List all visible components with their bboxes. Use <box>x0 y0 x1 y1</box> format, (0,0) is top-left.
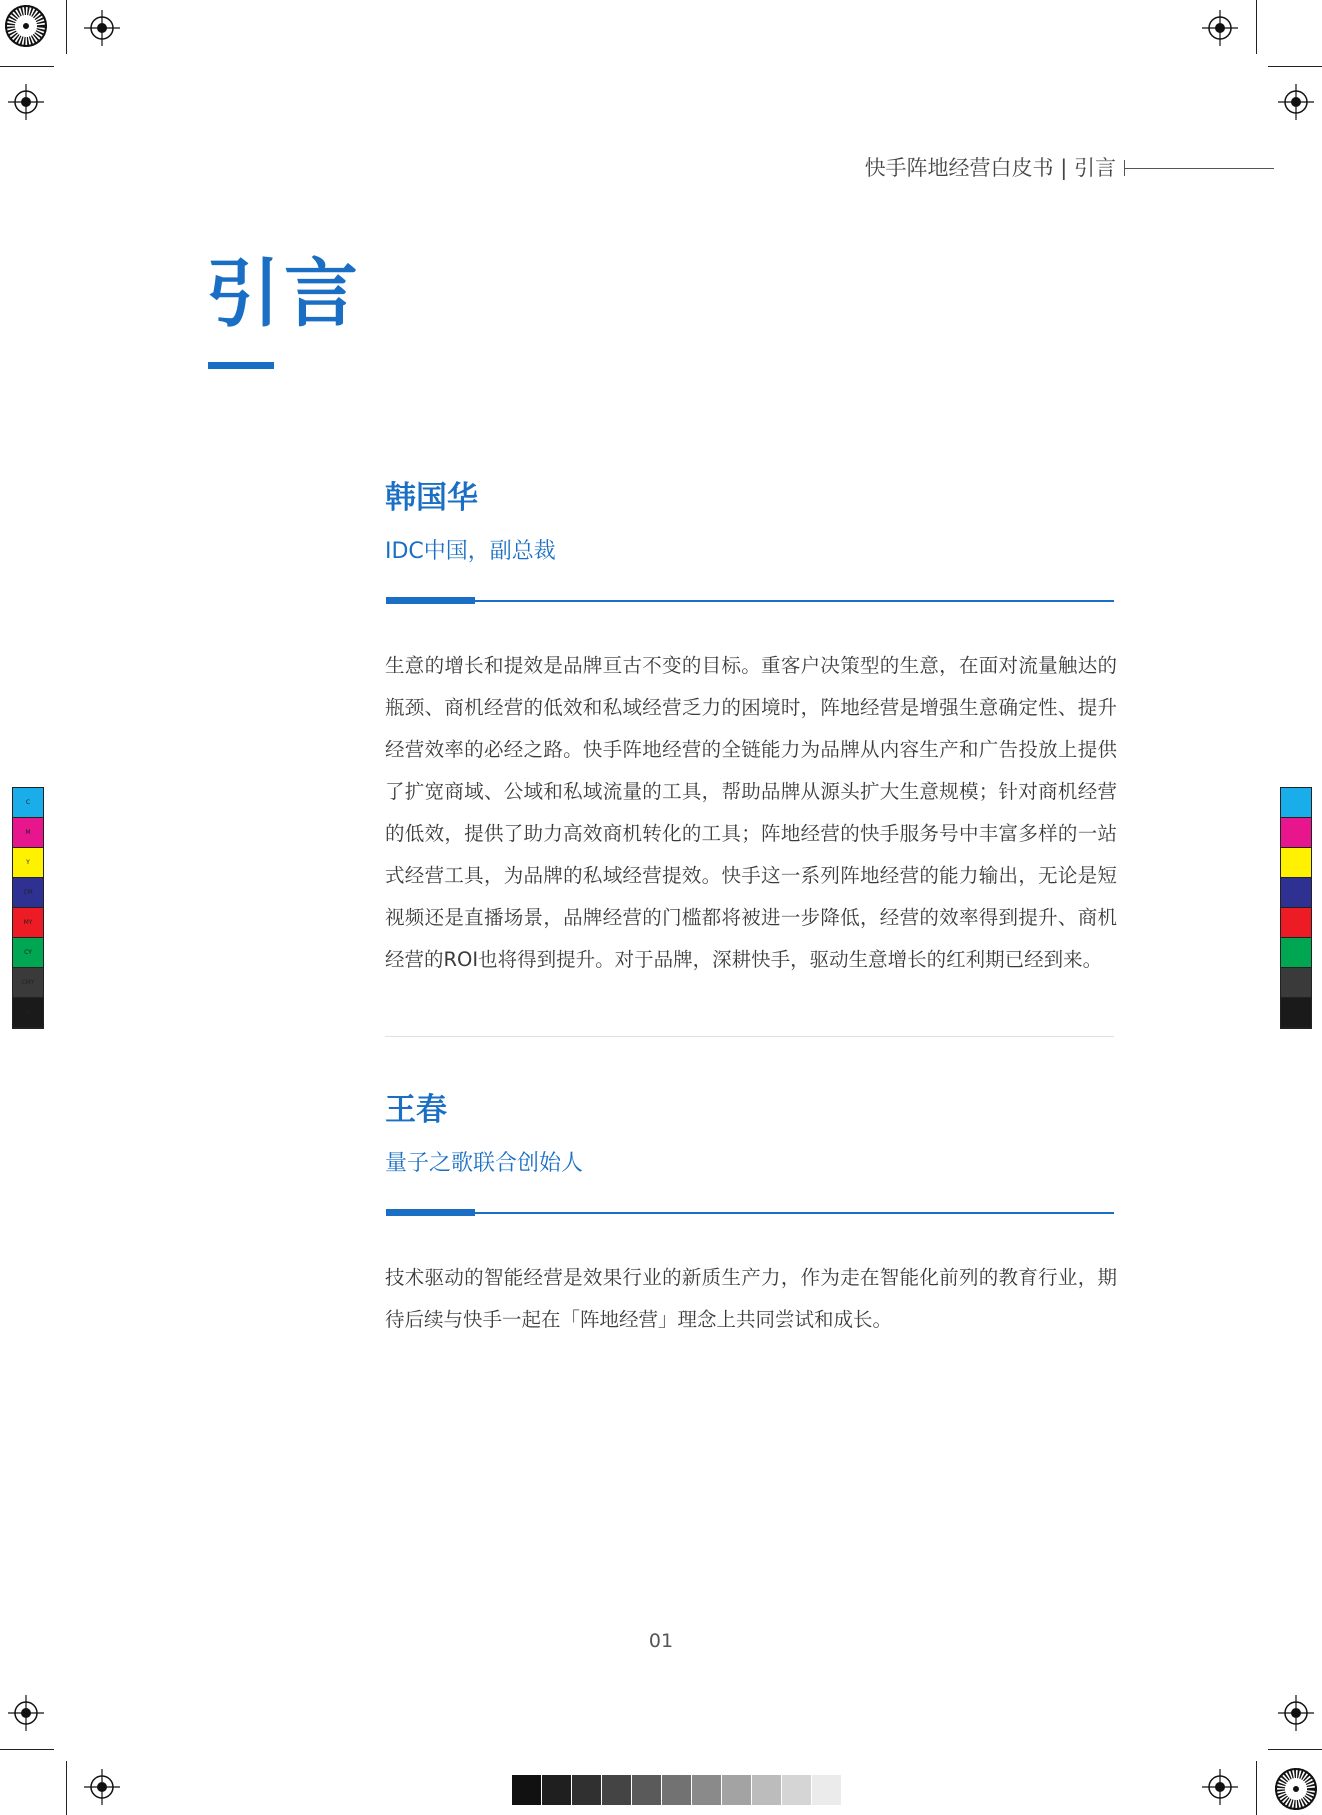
gray-patch <box>512 1775 541 1805</box>
crop-mark <box>66 1761 67 1815</box>
section-divider <box>385 1036 1114 1037</box>
color-patch: CM <box>13 878 43 908</box>
color-patch: CMY <box>13 968 43 998</box>
registration-mark-icon <box>8 84 44 120</box>
color-patch: K <box>13 998 43 1028</box>
section-body-2: 技术驱动的智能经营是效果行业的新质生产力，作为走在智能化前列的教育行业，期待后续与快手一起在「阵地经营」理念上共同尝试和成长。 <box>385 1266 1117 1331</box>
color-bar-right <box>1280 787 1312 1029</box>
color-patch <box>1281 848 1311 878</box>
page-title: 引言 <box>206 251 362 337</box>
color-patch <box>1281 998 1311 1028</box>
starburst-target-icon <box>4 4 48 48</box>
header-rule <box>1124 168 1274 169</box>
author-role-2: 量子之歌联合创始人 <box>385 1151 584 1176</box>
crop-mark <box>1256 0 1257 54</box>
gray-patch <box>752 1775 781 1805</box>
color-patch: M <box>13 818 43 848</box>
color-patch: Y <box>13 848 43 878</box>
author-name-1: 韩国华 <box>385 480 478 516</box>
gray-patch <box>632 1775 661 1805</box>
color-patch: MY <box>13 908 43 938</box>
registration-mark-icon <box>8 1695 44 1731</box>
color-patch <box>1281 788 1311 818</box>
author-name-2: 王春 <box>385 1092 447 1128</box>
registration-mark-icon <box>1202 10 1238 46</box>
registration-mark-icon <box>1202 1769 1238 1805</box>
page-number: 01 <box>648 1630 674 1652</box>
color-patch: CY <box>13 938 43 968</box>
author-role-1: IDC中国，副总裁 <box>385 539 556 564</box>
registration-mark-icon <box>84 10 120 46</box>
color-patch <box>1281 818 1311 848</box>
color-bar-left <box>12 787 44 1029</box>
gray-patch <box>602 1775 631 1805</box>
registration-mark-icon <box>84 1769 120 1805</box>
gray-patch <box>692 1775 721 1805</box>
title-underline <box>208 362 274 369</box>
gray-patch <box>812 1775 841 1805</box>
section-rule-accent-2 <box>386 1209 475 1216</box>
running-header: 快手阵地经营白皮书 | 引言 <box>864 156 1116 180</box>
color-patch <box>1281 908 1311 938</box>
crop-mark <box>1268 1749 1322 1750</box>
gray-patch <box>572 1775 601 1805</box>
color-patch <box>1281 938 1311 968</box>
gray-patch <box>662 1775 691 1805</box>
crop-mark <box>0 66 54 67</box>
gray-patch <box>722 1775 751 1805</box>
color-patch: C <box>13 788 43 818</box>
crop-mark <box>66 0 67 54</box>
color-patch <box>1281 878 1311 908</box>
section-rule-2 <box>386 1212 1114 1214</box>
crop-mark <box>0 1749 54 1750</box>
starburst-target-icon <box>1274 1767 1318 1811</box>
section-rule-1 <box>386 600 1114 602</box>
gray-patch <box>542 1775 571 1805</box>
section-rule-accent-1 <box>386 597 475 604</box>
registration-mark-icon <box>1278 84 1314 120</box>
section-body-1: 生意的增长和提效是品牌亘古不变的目标。重客户决策型的生意，在面对流量触达的瓶颈、商机经营的低效和私域经营乏力的困境时，阵地经营是增强生意确定性、提升经营效率的必经之路。快手阵地经营的全链能力为品牌从内容生产和广告投放上提供了扩宽商域、公域和私域流量的工具，帮助品牌从源头扩大生意规模；针对商机经营的低效，提供了助力高效商机转化的工具；阵地经营的快手服务号中丰富多样的一站式经营工具，为品牌的私域经营提效。快手这一系列阵地经营的能力输出，无论是短视频还是直播场景，品牌经营的门槛都将被进一步降低，经营的效率得到提升、商机经营的ROI也将得到提升。对于品牌，深耕快手，驱动生意增长的红利期已经到来。 <box>385 654 1117 971</box>
crop-mark <box>1268 66 1322 67</box>
gray-patch <box>782 1775 811 1805</box>
color-patch <box>1281 968 1311 998</box>
crop-mark <box>1256 1761 1257 1815</box>
registration-mark-icon <box>1278 1695 1314 1731</box>
gray-step-bar <box>512 1775 842 1805</box>
